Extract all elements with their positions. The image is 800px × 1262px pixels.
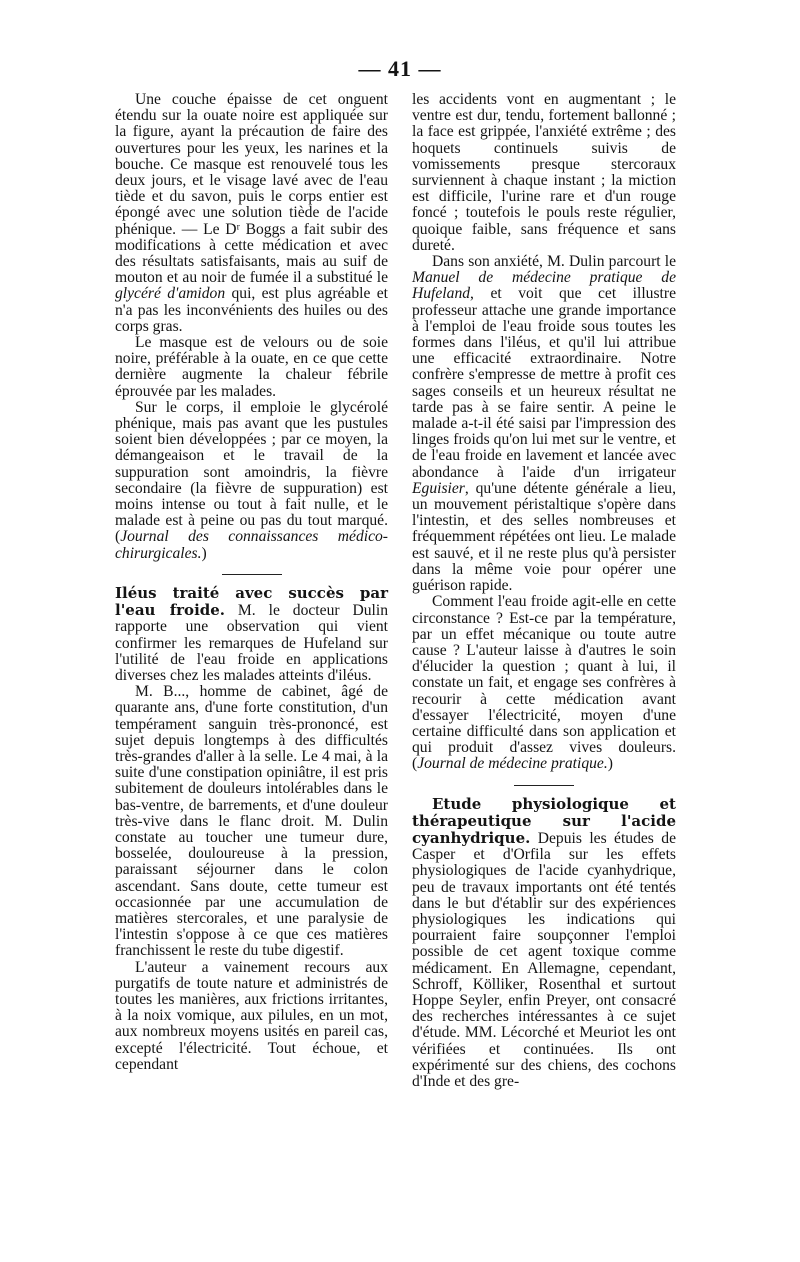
section-divider xyxy=(222,574,282,575)
paragraph: Le masque est de velours ou de soie noire, préférable à la ouate, en ce que cette dernière augmente la chaleur fébrile éprouvée par les malades. xyxy=(115,334,388,400)
paragraph: M. B..., homme de cabinet, âgé de quarante ans, d'une forte constitution, d'un tempérament sanguin très-prononcé, est sujet depuis longtemps à des difficultés très-grandes d'aller à la selle. Le 4 mai, à la suite d'une constipation opiniâtre, il est pris subitement de douleurs intolérables dans le bas-ventre, de barrements, et d'une douleur très-vive dans le flanc droit. M. Dulin constate au toucher une tumeur dure, bosselée, douloureuse à la pression, paraissant séjourner dans le colon ascendant. Sans doute, cette tumeur est occasionnée par une accumulation de matières stercorales, et une paralysie de l'intestin s'oppose à ce que ces matières franchissent le reste du tube digestif. xyxy=(115,683,388,960)
section-heading: Iléus traité avec succès par l'eau froide. xyxy=(115,583,388,620)
left-column xyxy=(115,92,388,1073)
section-paragraph: Etude physiologique et thérapeutique sur l'acide cyanhydrique. Depuis les études de Casper et d'Orfila sur les effets physiologiques de l'acide cyanhydrique, peu de travaux importants ont été tentés dans le but d'établir sur des expériences physiologiques les indications qui pourraient faire soupçonner l'emploi possible de cet agent toxique comme médicament. En Allemagne, cependant, Schroff, Kölliker, Rosenthal et surtout Hoppe Seyler, enfin Preyer, ont consacré des recherches intéressantes à ce sujet d'étude. MM. Lécorché et Meuriot les ont vérifiées et continuées. Ils ont expérimenté sur des chiens, des cochons d'Inde et des gre- xyxy=(412,794,676,1090)
page-number: — 41 — xyxy=(358,56,442,81)
paragraph: les accidents vont en augmentant ; le ventre est dur, tendu, fortement ballonné ; la face est grippée, l'anxiété extrême ; des hoquets continuels suivis de vomissements presque stercoraux surviennent à chaque instant ; la miction est difficile, l'urine rare et d'un rouge foncé ; toutefois le pouls reste régulier, quoique faible, sans fréquence et sans dureté. xyxy=(412,91,676,254)
right-column xyxy=(412,92,676,1090)
paragraph: Dans son anxiété, M. Dulin parcourt le Manuel de médecine pratique de Hufeland, et voit que cet illustre professeur attache une grande importance à l'emploi de l'eau froide sous toutes les formes dans l'iléus, et qu'il lui attribue une efficacité extraordinaire. Notre confrère s'empresse de mettre à profit ces sages conseils et un heureux résultat ne tarde pas à se faire sentir. A peine le malade a-t-il été saisi par l'impression des linges froids qu'on lui met sur le ventre, et de l'eau froide en lavement et lancée avec abondance à l'aide d'un irrigateur Eguisier, qu'une détente générale a lieu, un mouvement péristaltique s'opère dans l'intestin, et des selles nombreuses et fréquemment répétées ont lieu. Le malade est sauvé, et il ne reste plus qu'à persister dans la même voie pour opérer une guérison rapide. xyxy=(412,253,676,595)
paragraph: Comment l'eau froide agit-elle en cette circonstance ? Est-ce par la température, par un effet mécanique ou toute autre cause ? L'auteur laisse à d'autres le soin d'élucider la question ; quant à lui, il constate un fait, et engage ses confrères à recourir à cette médication avant d'essayer l'électricité, moyen d'une certaine difficulté dans son application et qui produit d'assez vives douleurs. (Journal de médecine pratique.) xyxy=(412,593,676,773)
section-heading: Etude physiologique et thérapeutique sur l'acide cyanhydrique. xyxy=(412,794,676,847)
paragraph: L'auteur a vainement recours aux purgatifs de toute nature et administrés de toutes les manières, aux frictions irritantes, à la noix vomique, aux pilules, en un mot, aux nombreux moyens usités en pareil cas, excepté l'électricité. Tout échoue, et cependant xyxy=(115,958,388,1073)
paragraph: Sur le corps, il emploie le glycérolé phénique, mais pas avant que les pustules soient bien développées ; par ce moyen, la démangeaison et le travail de la suppuration sont amoindris, la fièvre secondaire (la fièvre de suppuration) est moins intense ou tout à fait nulle, et le malade est à peine ou pas du tout marqué. (Journal des connaissances médico-chirurgicales.) xyxy=(115,398,388,562)
section-divider xyxy=(514,785,574,786)
paragraph: Une couche épaisse de cet onguent étendu sur la ouate noire est appliquée sur la figure, ayant la précaution de faire des ouvertures pour les yeux, les narines et la bouche. Ce masque est renouvelé tous les deux jours, et le visage lavé avec de l'eau tiède et du savon, puis le corps entier est épongé avec une solution tiède de l'acide phénique. — Le Dʳ Boggs a fait subir des modifications à cette médication et avec des résultats satisfaisants, mais au suif de mouton et au noir de fumée il a substitué le glycéré d'amidon qui, est plus agréable et n'a pas les inconvénients des huiles ou des corps gras. xyxy=(115,91,388,335)
section-paragraph: Iléus traité avec succès par l'eau froide. M. le docteur Dulin rapporte une observation qui vient confirmer les remarques de Hufeland sur l'utilité de l'eau froide en applications diverses chez les malades atteints d'iléus. xyxy=(115,583,388,684)
